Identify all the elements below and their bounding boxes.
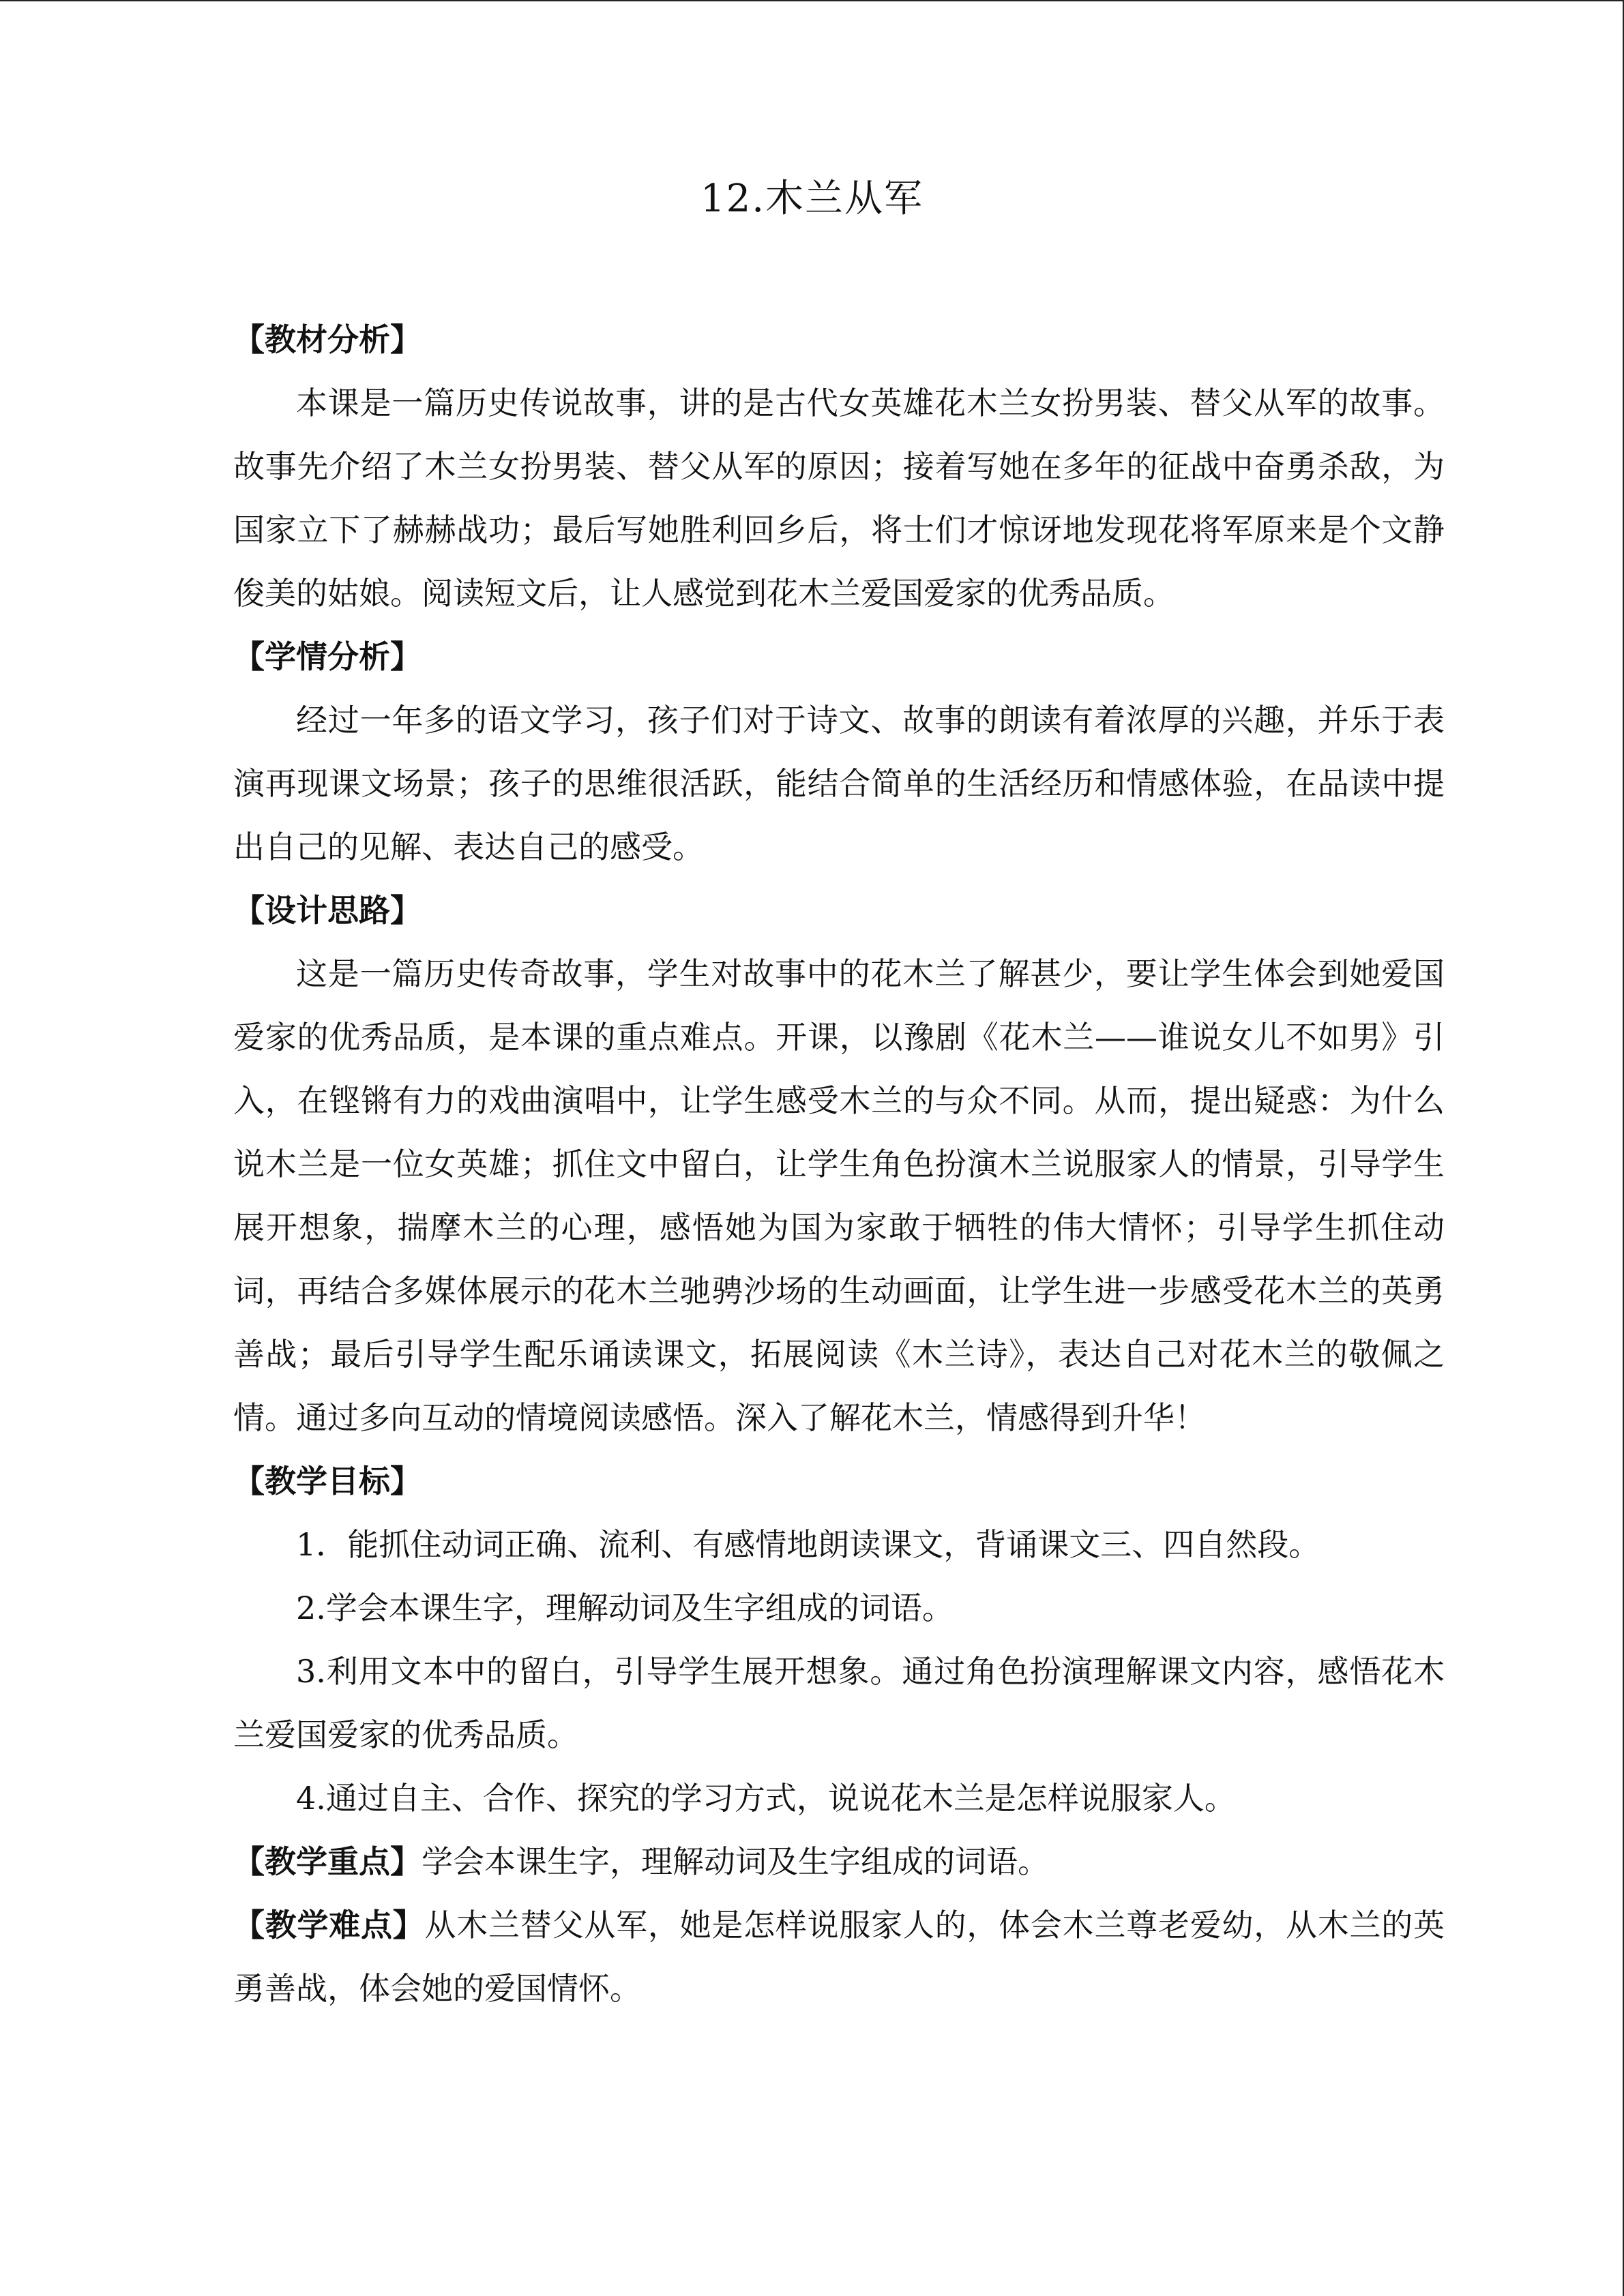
student-analysis-paragraph: 经过一年多的语文学习，孩子们对于诗文、故事的朗读有着浓厚的兴趣，并乐于表演再现课文场景；孩子的思维很活跃，能结合简单的生活经历和情感体验，在品读中提出自己的见解、表达自己的感受。	[233, 702, 1445, 865]
section-heading-teaching-goals: 【教学目标】	[233, 1463, 422, 1500]
teaching-goal-item: 1．能抓住动词正确、流利、有感情地朗读课文，背诵课文三、四自然段。	[296, 1526, 1320, 1563]
textbook-analysis-paragraph: 本课是一篇历史传说故事，讲的是古代女英雄花木兰女扮男装、替父从军的故事。故事先介绍了木兰女扮男装、替父从军的原因；接着写她在多年的征战中奋勇杀敌，为国家立下了赫赫战功；最后写她胜利回乡后，将士们才惊讶地发现花将军原来是个文静俊美的姑娘。阅读短文后，让人感觉到花木兰爱国爱家的优秀品质。	[233, 385, 1445, 612]
teaching-goal-item: 3.利用文本中的留白，引导学生展开想象。通过角色扮演理解课文内容，感悟花木兰爱国爱家的优秀品质。	[233, 1653, 1445, 1753]
page-title: 12.木兰从军	[700, 177, 924, 221]
key-points-line	[233, 1830, 1445, 1894]
teaching-goal-item: 2.学会本课生字，理解动词及生字组成的词语。	[296, 1590, 954, 1626]
document-body	[233, 308, 1445, 2021]
key-points-text: 学会本课生字，理解动词及生字组成的词语。	[422, 1843, 1049, 1880]
difficulties-line	[233, 1894, 1445, 2021]
teaching-goal-item: 4.通过自主、合作、探究的学习方式，说说花木兰是怎样说服家人。	[296, 1780, 1236, 1817]
section-heading-design-ideas: 【设计思路】	[233, 892, 422, 929]
section-heading-textbook-analysis: 【教材分析】	[233, 321, 422, 358]
key-points-label: 【教学重点】	[233, 1843, 422, 1880]
design-ideas-paragraph: 这是一篇历史传奇故事，学生对故事中的花木兰了解甚少，要让学生体会到她爱国爱家的优秀品质，是本课的重点难点。开课，以豫剧《花木兰——谁说女儿不如男》引入，在铿锵有力的戏曲演唱中，让学生感受木兰的与众不同。从而，提出疑惑：为什么说木兰是一位女英雄；抓住文中留白，让学生角色扮演木兰说服家人的情景，引导学生展开想象，揣摩木兰的心理，感悟她为国为家敢于牺牲的伟大情怀；引导学生抓住动词，再结合多媒体展示的花木兰驰骋沙场的生动画面，让学生进一步感受花木兰的英勇善战；最后引导学生配乐诵读课文，拓展阅读《木兰诗》，表达自己对花木兰的敬佩之情。通过多向互动的情境阅读感悟。深入了解花木兰，情感得到升华！	[233, 955, 1445, 1436]
difficulties-label: 【教学难点】	[233, 1907, 425, 1943]
section-heading-student-analysis: 【学情分析】	[233, 638, 422, 675]
difficulties-text: 从木兰替父从军，她是怎样说服家人的，体会木兰尊老爱幼，从木兰的英勇善战，体会她的爱国情怀。	[233, 1907, 1445, 2007]
